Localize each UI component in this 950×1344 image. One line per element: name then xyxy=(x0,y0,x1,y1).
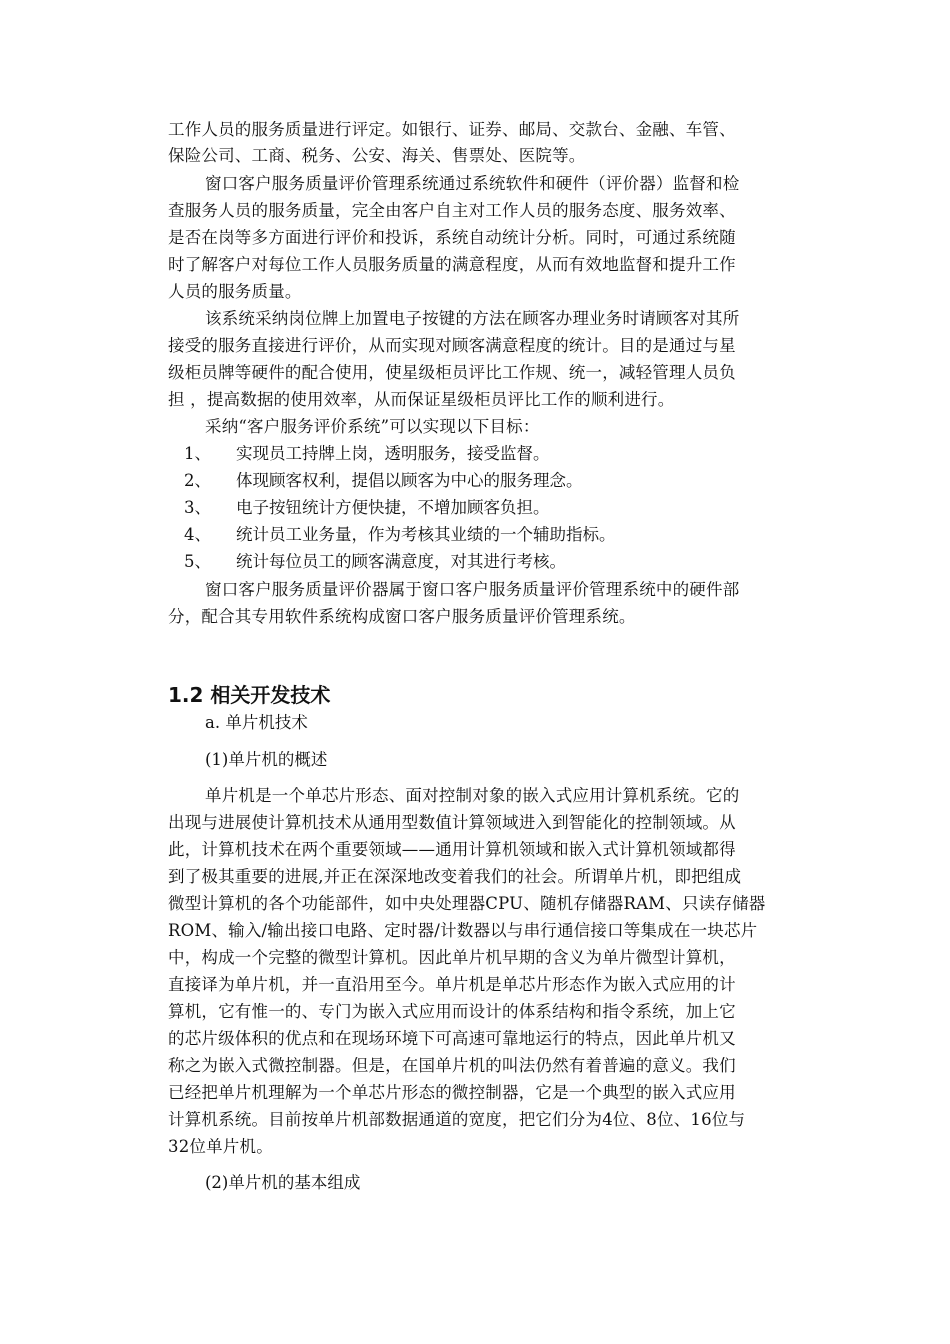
list-item-text: 统计每位员工的顾客满意度，对其进行考核。 xyxy=(236,552,566,571)
section-heading: 1.2 相关开发技术 xyxy=(168,683,331,707)
paragraph-line: ROM、输入/输出接口电路、定时器/计数器以与串行通信接口等集成在一块芯片 xyxy=(168,921,758,940)
paragraph-line: 采纳“客户服务评价系统”可以实现以下目标： xyxy=(205,417,540,436)
paragraph-line: 窗口客户服务质量评价器属于窗口客户服务质量评价管理系统中的硬件部 xyxy=(205,580,740,599)
paragraph-line: 时了解客户对每位工作人员服务质量的满意程度，从而有效地监督和提升工作 xyxy=(168,255,736,274)
list-item-number: 1、 xyxy=(184,444,211,463)
paragraph-line: 工作人员的服务质量进行评定。如银行、证券、邮局、交款台、金融、车管、 xyxy=(168,120,736,139)
paragraph-line: 算机，它有惟一的、专门为嵌入式应用而设计的体系结构和指令系统，加上它 xyxy=(168,1002,736,1021)
list-item-number: 4、 xyxy=(184,525,211,544)
paragraph-line: 接受的服务直接进行评价，从而实现对顾客满意程度的统计。目的是通过与星 xyxy=(168,336,736,355)
paragraph-line: 人员的服务质量。 xyxy=(168,282,302,301)
paragraph-line: 此，计算机技术在两个重要领域——通用计算机领域和嵌入式计算机领域都得 xyxy=(168,840,736,859)
list-item-number: 2、 xyxy=(184,471,211,490)
list-item-text: 体现顾客权利，提倡以顾客为中心的服务理念。 xyxy=(236,471,583,490)
paragraph-line: 32位单片机。 xyxy=(168,1137,273,1156)
paragraph-line: 分，配合其专用软件系统构成窗口客户服务质量评价管理系统。 xyxy=(168,607,636,626)
paragraph-line: 单片机是一个单芯片形态、面对控制对象的嵌入式应用计算机系统。它的 xyxy=(205,786,740,805)
list-item-text: 统计员工业务量，作为考核其业绩的一个辅助指标。 xyxy=(236,525,616,544)
paragraph-line: 已经把单片机理解为一个单芯片形态的微控制器，它是一个典型的嵌入式应用 xyxy=(168,1083,736,1102)
paragraph-line: 窗口客户服务质量评价管理系统通过系统软件和硬件（评价器）监督和检 xyxy=(205,174,740,193)
paragraph-line: 保险公司、工商、税务、公安、海关、售票处、医院等。 xyxy=(168,146,586,165)
paragraph-line: 级柜员牌等硬件的配合使用，使星级柜员评比工作规、统一，减轻管理人员负 xyxy=(168,363,736,382)
paragraph-line: 到了极其重要的进展,并正在深深地改变着我们的社会。所谓单片机，即把组成 xyxy=(168,867,742,886)
paragraph-line: 中，构成一个完整的微型计算机。因此单片机早期的含义为单片微型计算机， xyxy=(168,948,736,967)
paragraph-line: 的芯片级体积的优点和在现场环境下可高速可靠地运行的特点，因此单片机又 xyxy=(168,1029,736,1048)
subsection-1-title: (1)单片机的概述 xyxy=(205,750,328,769)
subsection-2-title: (2)单片机的基本组成 xyxy=(205,1173,361,1192)
paragraph-line: 查服务人员的服务质量，完全由客户自主对工作人员的服务态度、服务效率、 xyxy=(168,201,736,220)
paragraph-line: 是否在岗等多方面进行评价和投诉，系统自动统计分析。同时，可通过系统随 xyxy=(168,228,736,247)
subsection-a-title: a. 单片机技术 xyxy=(205,713,308,732)
list-item-number: 3、 xyxy=(184,498,211,517)
paragraph-line: 该系统采纳岗位牌上加置电子按键的方法在顾客办理业务时请顾客对其所 xyxy=(205,309,740,328)
paragraph-line: 担 ，提高数据的使用效率，从而保证星级柜员评比工作的顺利进行。 xyxy=(168,390,675,409)
paragraph-line: 出现与进展使计算机技术从通用型数值计算领域进入到智能化的控制领域。从 xyxy=(168,813,736,832)
list-item-number: 5、 xyxy=(184,552,211,571)
list-item-text: 电子按钮统计方便快捷，不增加顾客负担。 xyxy=(236,498,550,517)
paragraph-line: 直接译为单片机，并一直沿用至今。单片机是单芯片形态作为嵌入式应用的计 xyxy=(168,975,736,994)
paragraph-line: 计算机系统。目前按单片机部数据通道的宽度，把它们分为4位、8位、16位与 xyxy=(168,1110,746,1129)
paragraph-line: 称之为嵌入式微控制器。但是，在国单片机的叫法仍然有着普遍的意义。我们 xyxy=(168,1056,736,1075)
paragraph-line: 微型计算机的各个功能部件，如中央处理器CPU、随机存储器RAM、只读存储器 xyxy=(168,894,766,913)
list-item-text: 实现员工持牌上岗，透明服务，接受监督。 xyxy=(236,444,550,463)
